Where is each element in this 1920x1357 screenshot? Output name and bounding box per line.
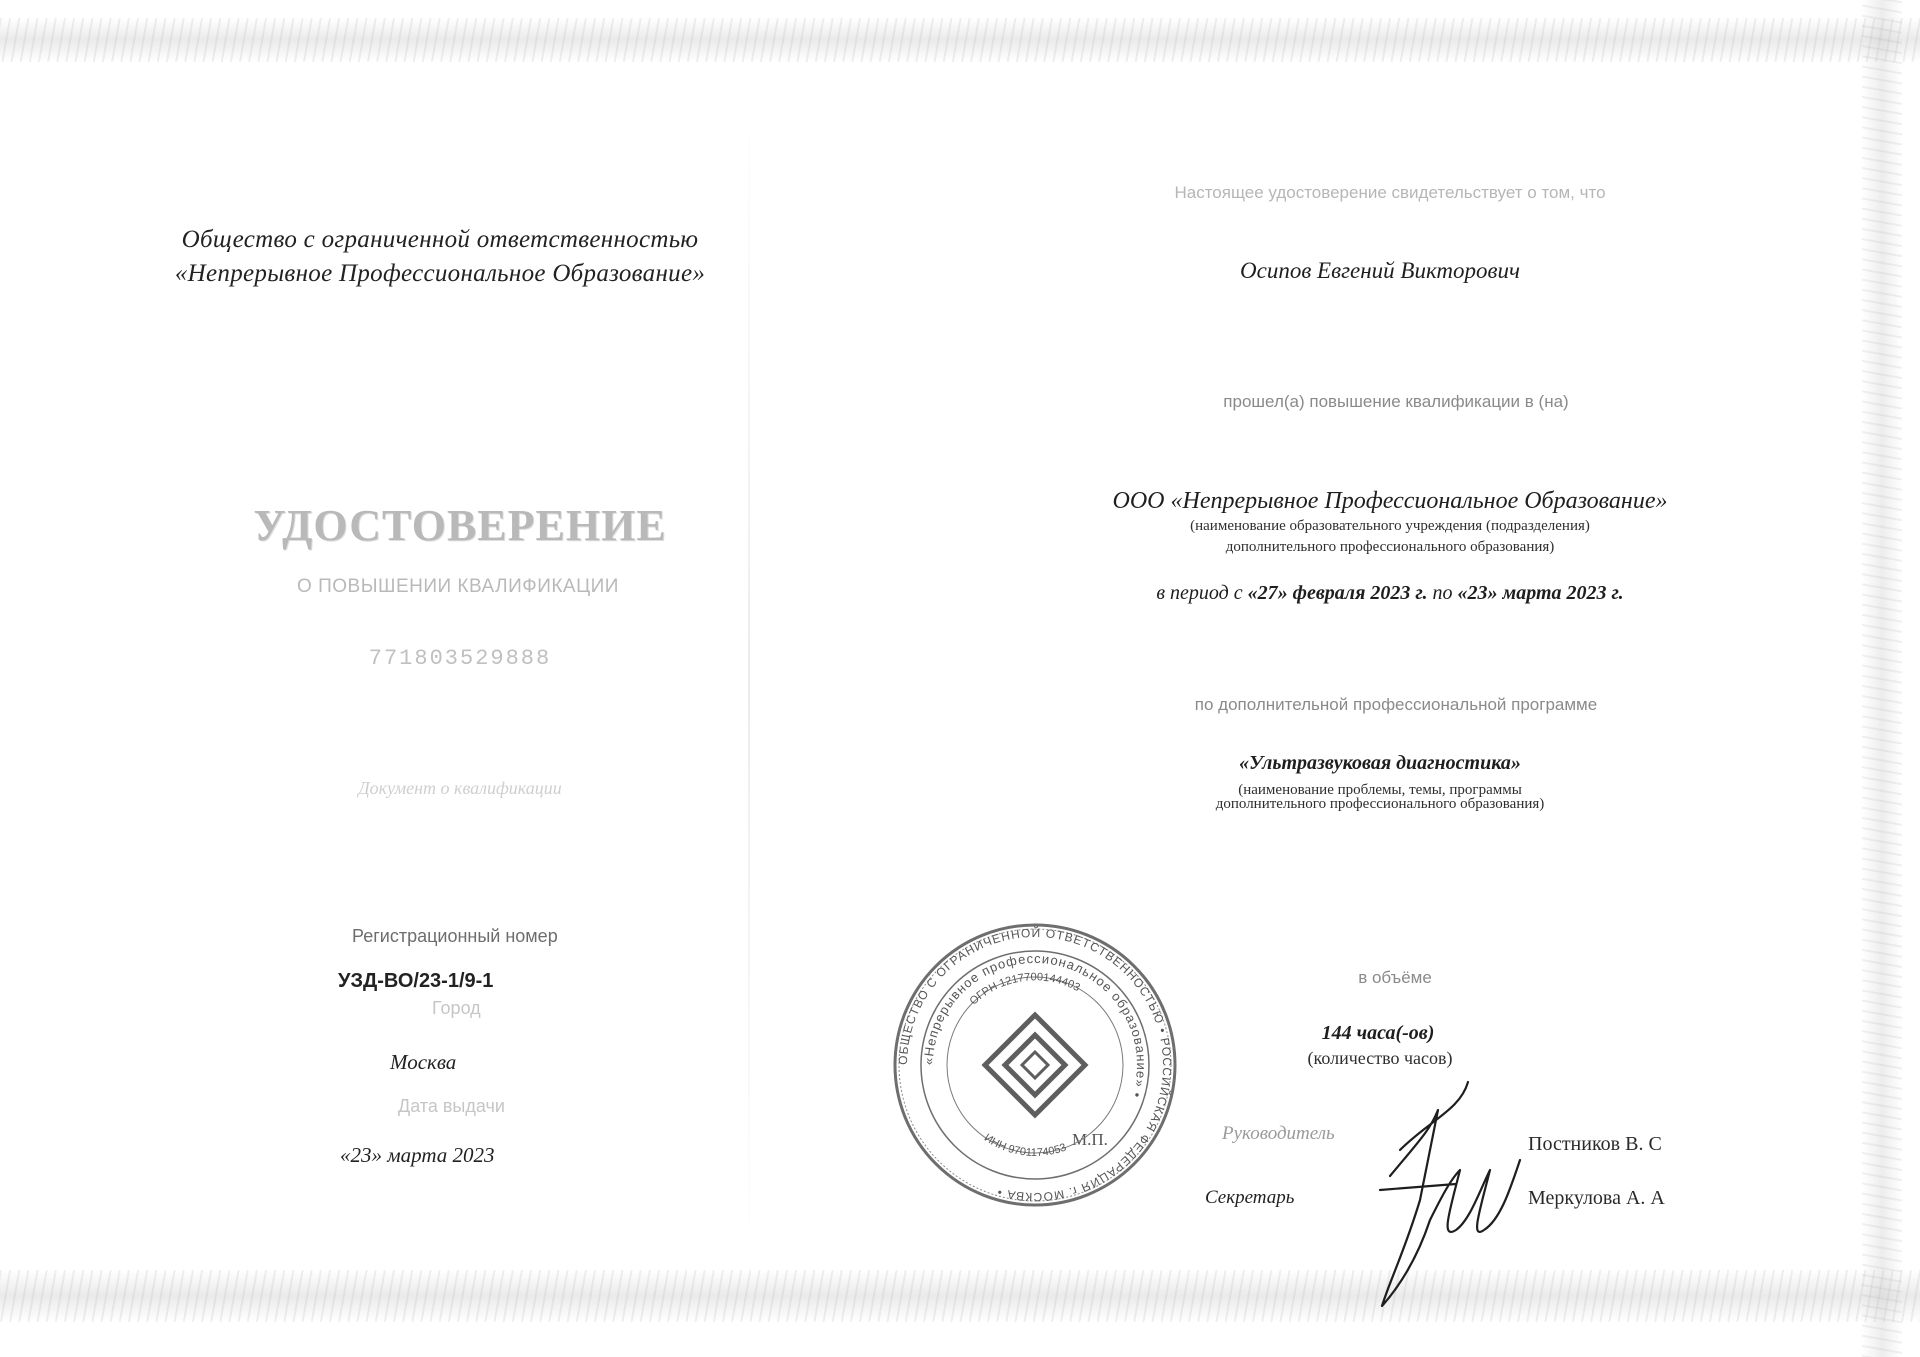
head-name: Постников В. С — [1528, 1133, 1662, 1155]
program-label: по дополнительной профессиональной программе — [1194, 695, 1598, 714]
org-name-line1: Общество с ограниченной ответственностью — [181, 226, 699, 253]
institution-note-line1: (наименование образовательного учреждения (подразделения) — [1190, 518, 1590, 534]
period-end-day: «23» — [1457, 582, 1498, 604]
person-name: Осипов Евгений Викторович — [1240, 258, 1520, 283]
document-subtitle: О ПОВЫШЕНИИ КВАЛИФИКАЦИИ — [297, 576, 619, 597]
study-period — [1156, 582, 1623, 605]
stamp-outer-text: ОБЩЕСТВО С ОГРАНИЧЕННОЙ ОТВЕТСТВЕННОСТЬЮ • РОССИЙСКАЯ ФЕДЕРАЦИЯ г. МОСКВА • — [895, 925, 1175, 1205]
program-name: «Ультразвуковая диагностика» — [1239, 752, 1521, 774]
period-mid: по — [1432, 582, 1453, 604]
hours-note: (количество часов) — [1307, 1048, 1453, 1068]
seal-mark: М.П. — [1072, 1130, 1108, 1149]
secretary-name: Меркулова А. А — [1528, 1187, 1665, 1209]
period-end: марта 2023 г. — [1502, 582, 1624, 604]
stamp-inner-text: «Непрерывное профессиональное образование» • — [920, 950, 1150, 1101]
right-ornament-band — [1862, 0, 1902, 1357]
svg-text:ОГРН 1217700144403 — [968, 971, 1082, 1007]
org-name-line2: «Непрерывное Профессиональное Образование» — [174, 260, 706, 287]
institution-note-line2: дополнительного профессионального образования) — [1225, 539, 1555, 555]
document-type: Документ о квалификации — [358, 778, 562, 798]
secretary-role: Секретарь — [1205, 1187, 1295, 1208]
registration-number: УЗД-ВО/23-1/9-1 — [338, 970, 494, 992]
handwritten-signature — [1360, 1080, 1530, 1310]
period-prefix: в период с — [1156, 582, 1243, 604]
serial-number: 771803529888 — [368, 646, 552, 671]
registration-label: Регистрационный номер — [352, 926, 558, 946]
stamp-ogrn: ОГРН 1217700144403 — [967, 971, 1082, 1008]
issue-date: «23» марта 2023 — [340, 1143, 495, 1167]
document-title: УДОСТОВЕРЕНИЕ — [253, 501, 667, 550]
program-note-line2: дополнительного профессионального образования) — [1215, 796, 1545, 812]
period-start: февраля 2023 г. — [1292, 582, 1428, 604]
hours-value: 144 часа(-ов) — [1321, 1022, 1435, 1044]
head-role: Руководитель — [1222, 1123, 1335, 1144]
issue-date-label: Дата выдачи — [398, 1096, 505, 1116]
bottom-ornament-band — [0, 1270, 1920, 1322]
intro-text: Настоящее удостоверение свидетельствует о том, что — [1174, 183, 1606, 202]
city-value: Москва — [390, 1050, 457, 1074]
top-ornament-band — [0, 18, 1920, 62]
center-fold — [748, 90, 750, 1270]
city-label: Город — [432, 998, 481, 1018]
stamp-logo — [985, 1015, 1085, 1115]
volume-label: в объёме — [1358, 968, 1432, 987]
organization-seal-stamp — [890, 920, 1180, 1210]
period-start-day: «27» — [1247, 582, 1288, 604]
svg-text:ОБЩЕСТВО С ОГРАНИЧЕННОЙ ОТВЕТС — [896, 925, 1174, 1204]
passed-text: прошел(а) повышение квалификации в (на) — [1223, 392, 1569, 411]
stamp-inn: ИНН 9701174053 — [981, 1131, 1068, 1159]
program-note-line1: (наименование проблемы, темы, программы — [1238, 782, 1522, 798]
svg-text:ИНН 9701174053 — [982, 1132, 1068, 1159]
institution-name: ООО «Непрерывное Профессиональное Образование» — [1112, 488, 1668, 514]
